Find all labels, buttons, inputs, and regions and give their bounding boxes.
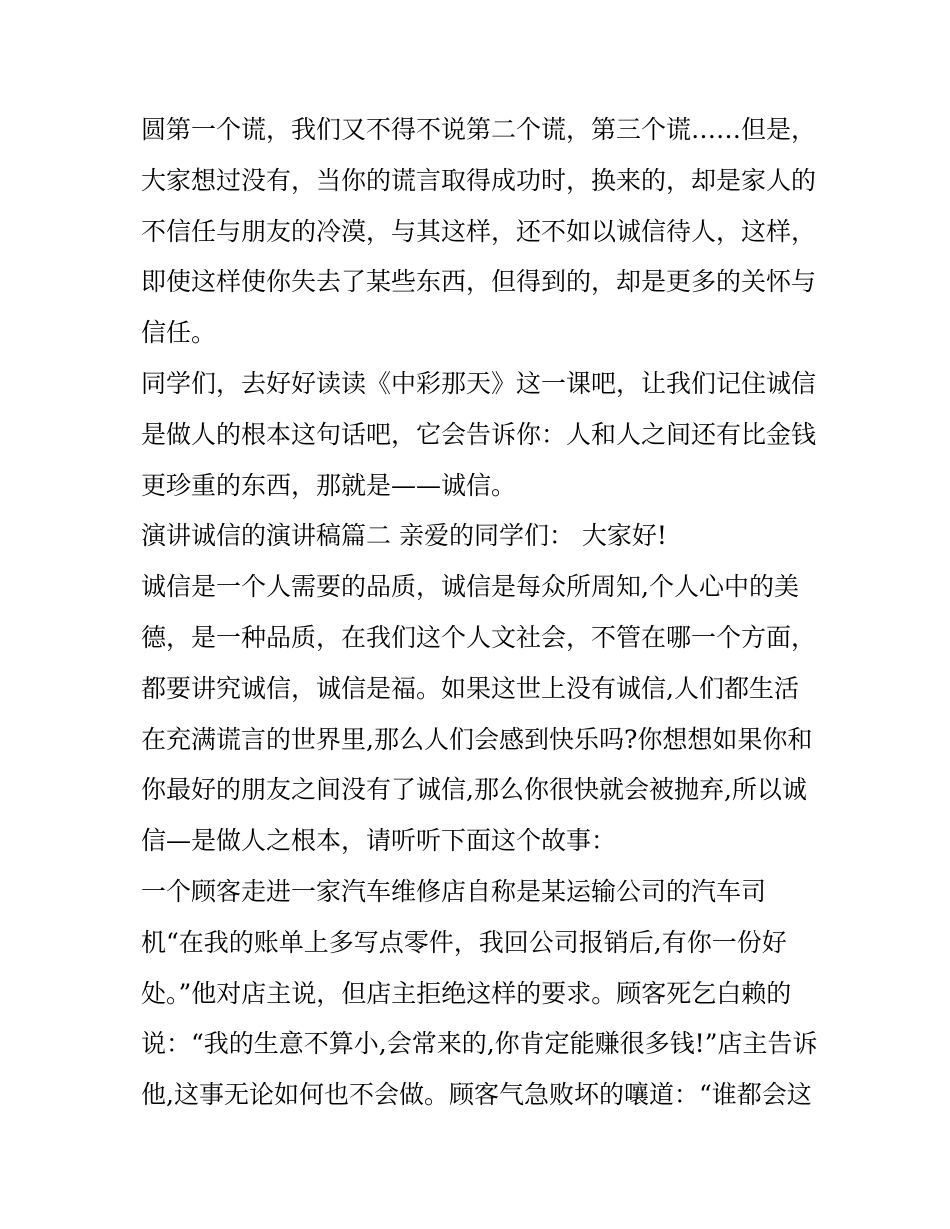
- text-line-17: 机“在我的账单上多写点零件，我回公司报销后,有你一份好: [141, 927, 787, 957]
- text-line-20: 他,这事无论如何也不会做。顾客气急败坏的嚷道：“谁都会这: [141, 1080, 812, 1110]
- text-line-19: 说：“我的生意不算小,会常来的,你肯定能赚很多钱!”店主告诉: [141, 1029, 818, 1059]
- text-line-1: 圆第一个谎，我们又不得不说第二个谎，第三个谎……但是，: [141, 115, 817, 144]
- document-body: [141, 105, 821, 1121]
- text-line-10: 诚信是一个人需要的品质，诚信是每众所周知,个人心中的美: [141, 572, 799, 602]
- text-line-3: 不信任与朋友的冷漠，与其这样，还不如以诚信待人，这样，: [141, 216, 817, 246]
- text-line-14: 你最好的朋友之间没有了诚信,那么你很快就会被抛弃,所以诚: [141, 775, 807, 805]
- text-line-15: 信—是做人之根本，请听听下面这个故事：: [141, 826, 617, 856]
- text-line-18: 处。”他对店主说，但店主拒绝这样的要求。顾客死乞白赖的: [141, 978, 792, 1008]
- text-line-4: 即使这样使你失去了某些东西，但得到的，却是更多的关怀与: [141, 267, 817, 297]
- text-line-13: 在充满谎言的世界里,那么人们会感到快乐吗?你想想如果你和: [141, 724, 813, 754]
- text-line-8: 更珍重的东西，那就是——诚信。: [141, 470, 517, 500]
- text-line-7: 是做人的根本这句话吧，它会告诉你：人和人之间还有比金钱: [141, 419, 817, 449]
- text-line-12: 都要讲究诚信，诚信是福。如果这世上没有诚信,人们都生活: [141, 673, 799, 703]
- text-line-6: 同学们，去好好读读《中彩那天》这一课吧，让我们记住诚信: [141, 368, 817, 398]
- text-line-11: 德，是一种品质，在我们这个人文社会，不管在哪一个方面，: [141, 622, 817, 652]
- text-line-16: 一个顾客走进一家汽车维修店自称是某运输公司的汽车司: [141, 876, 767, 906]
- section-heading-line: 演讲诚信的演讲稿篇二 亲爱的同学们： 大家好!: [141, 521, 667, 551]
- text-line-5: 信任。: [141, 318, 217, 348]
- text-line-2: 大家想过没有，当你的谎言取得成功时，换来的，却是家人的: [141, 165, 817, 195]
